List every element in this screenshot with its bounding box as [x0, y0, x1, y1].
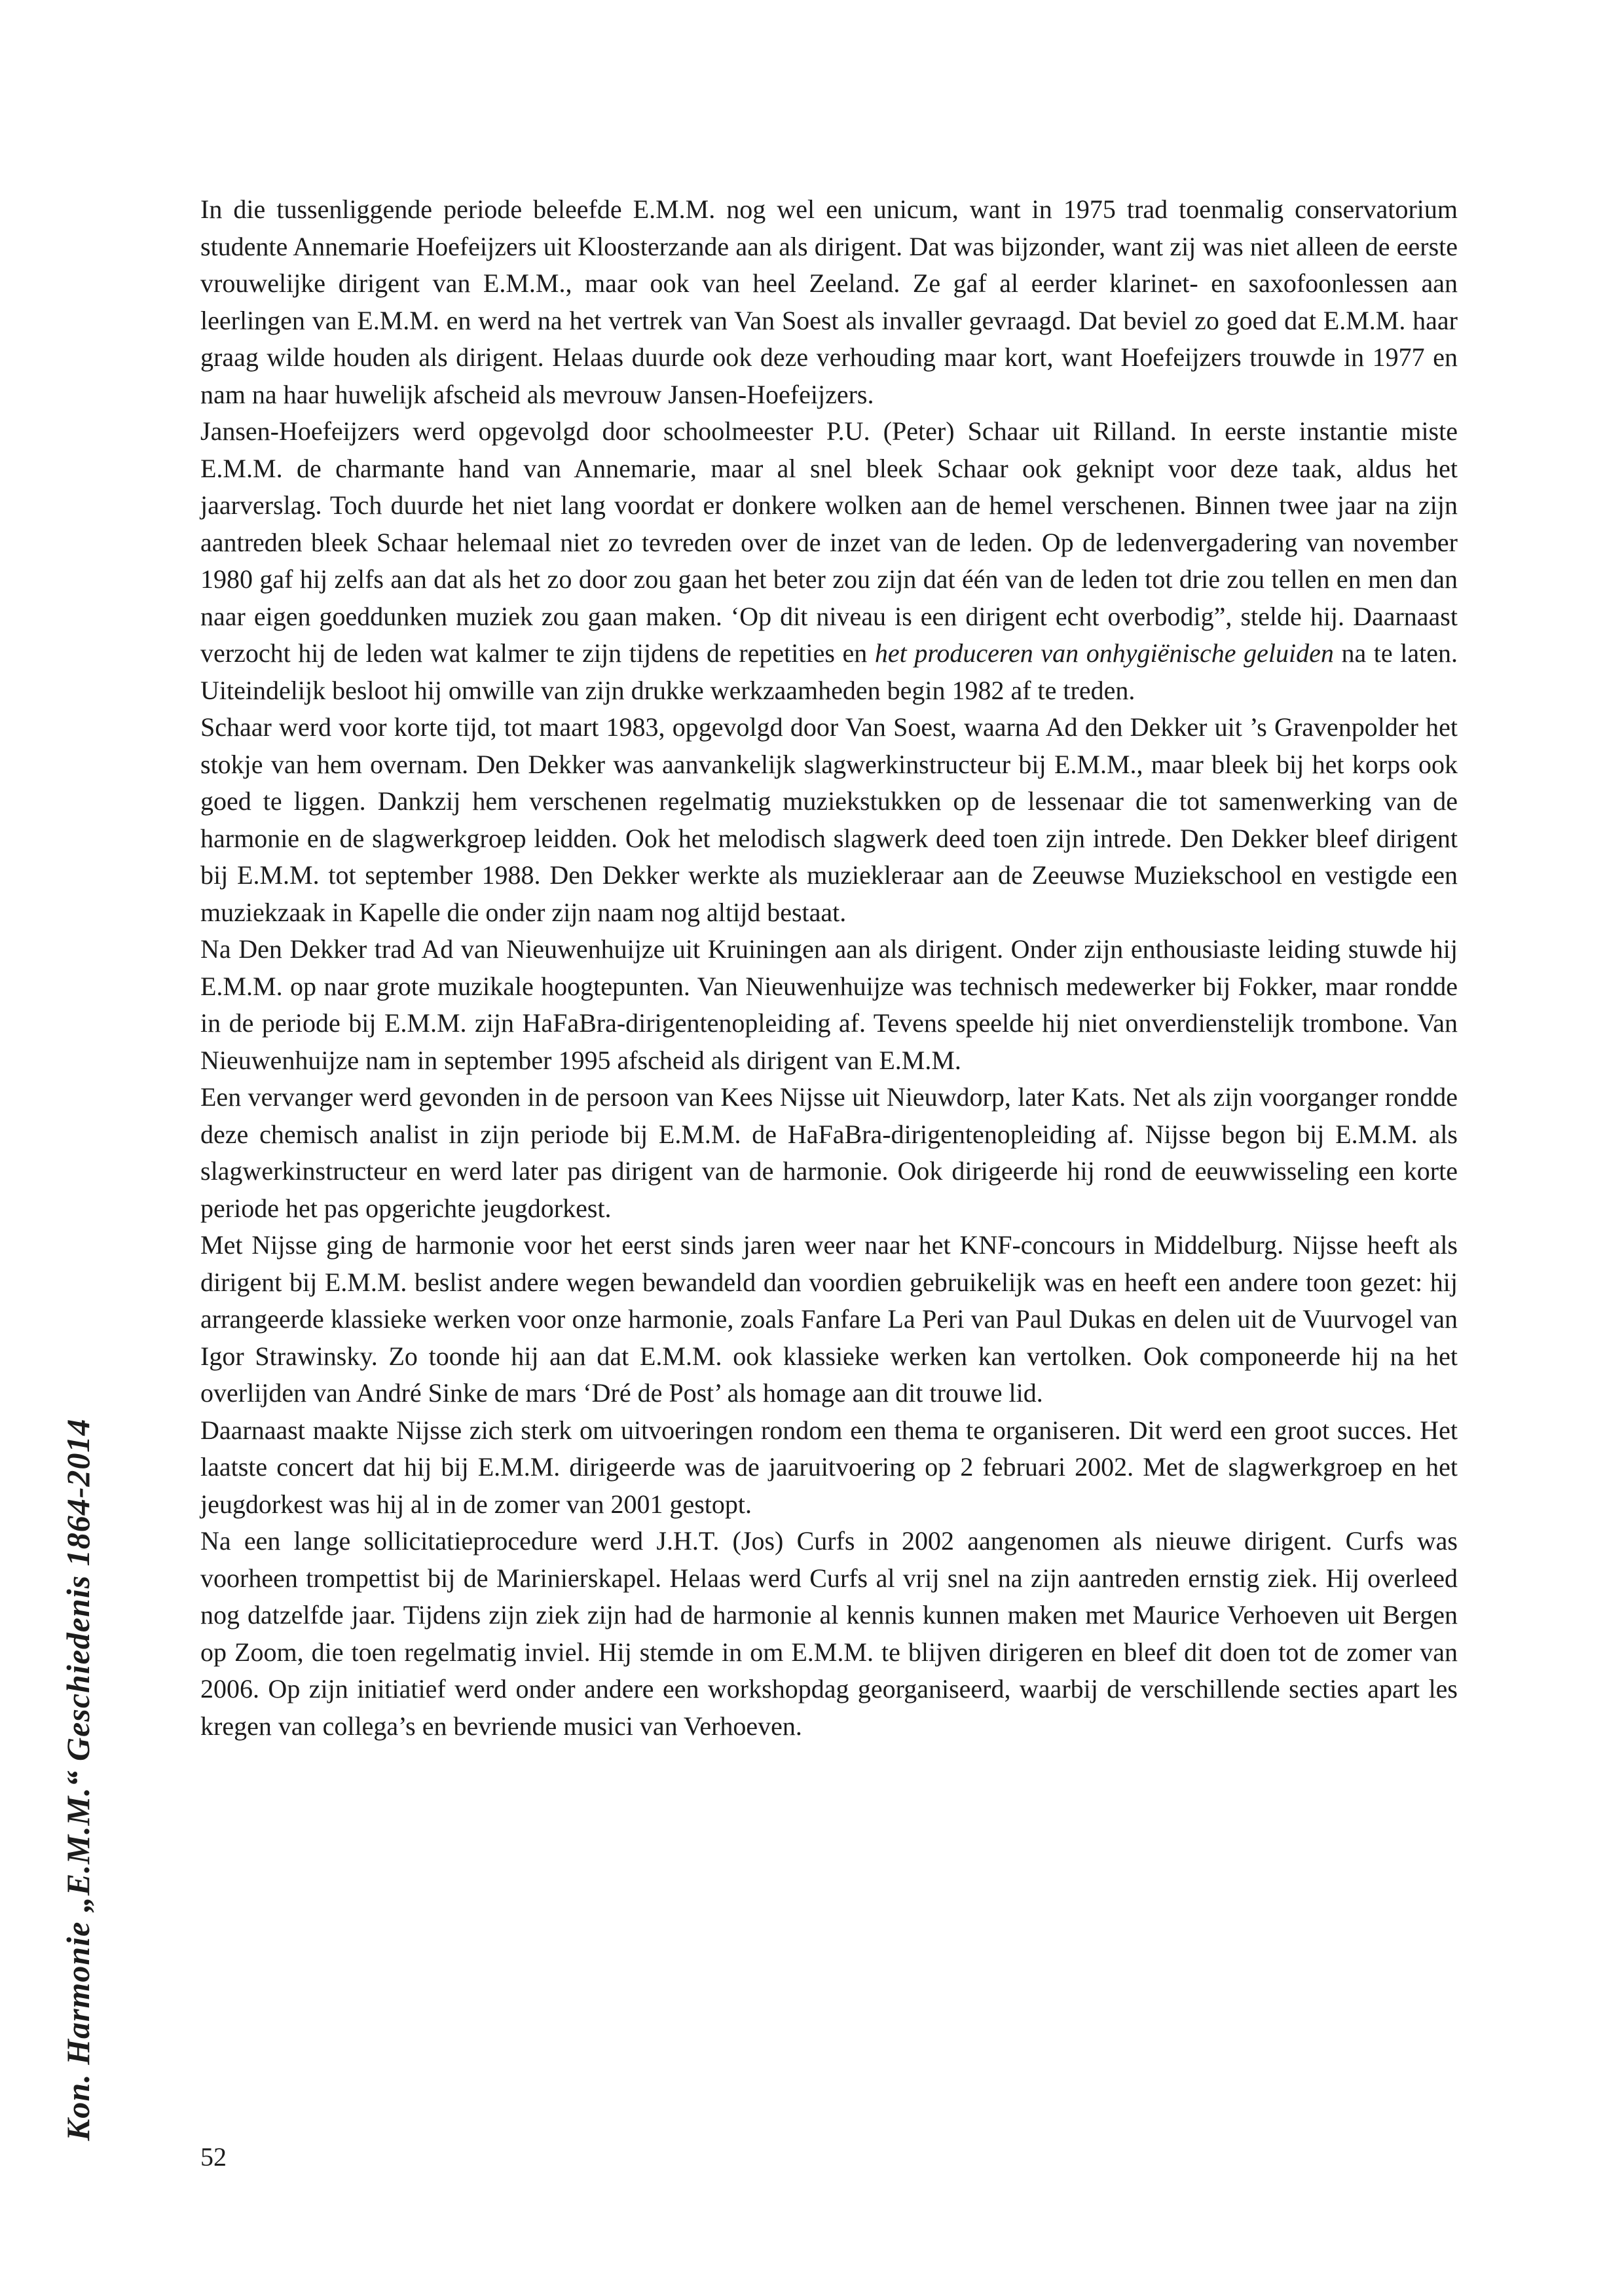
page-number: 52 [200, 2142, 227, 2172]
paragraph-2-part-2: na te laten. Uiteindelijk besloot hij omwille van zijn drukke werkzaamheden begin 1982 af te treden. [200, 638, 1458, 705]
paragraph-4: Na Den Dekker trad Ad van Nieuwenhuijze uit Kruiningen aan als dirigent. Onder zijn enthousiaste leiding stuwde hij E.M.M. op naar grote muzikale hoogtepunten. Van Nieuwenhuijze was technisch medewerker bij Fokker, maar rondde in de periode bij E.M.M. zijn HaFaBra-dirigentenopleiding af. Tevens speelde hij niet onverdienstelijk trombone. Van Nieuwenhuijze nam in september 1995 afscheid als dirigent van E.M.M. [200, 934, 1458, 1075]
paragraph-3: Schaar werd voor korte tijd, tot maart 1983, opgevolgd door Van Soest, waarna Ad den Dekker uit ’s Gravenpolder het stokje van hem overnam. Den Dekker was aanvankelijk slagwerkinstructeur bij E.M.M., maar bleek bij het korps ook goed te liggen. Dankzij hem verschenen regelmatig muziekstukken op de lessenaar die tot samenwerking van de harmonie en de slagwerkgroep leidden. Ook het melodisch slagwerk deed toen zijn intrede. Den Dekker bleef dirigent bij E.M.M. tot september 1988. Den Dekker werkte als muziekleraar aan de Zeeuwse Muziekschool en vestigde een muziekzaak in Kapelle die onder zijn naam nog altijd bestaat. [200, 712, 1458, 927]
paragraph-5: Een vervanger werd gevonden in de persoon van Kees Nijsse uit Nieuwdorp, later Kats. Net als zijn voorganger rondde deze chemisch analist in zijn periode bij E.M.M. de HaFaBra-dirigentenopleiding af. Nijsse begon bij E.M.M. als slagwerkinstructeur en werd later pas dirigent van de harmonie. Ook dirigeerde hij rond de eeuwwisseling een korte periode het pas opgerichte jeugdorkest. [200, 1082, 1458, 1223]
paragraph-2 [200, 413, 1458, 709]
paragraph-2-italic-phrase: het produceren van onhygiënische geluiden [874, 638, 1334, 668]
body-text [200, 191, 1458, 1745]
paragraph-8: Na een lange sollicitatieprocedure werd J.H.T. (Jos) Curfs in 2002 aangenomen als nieuwe dirigent. Curfs was voorheen trompettist bij de Marinierskapel. Helaas werd Curfs al vrij snel na zijn aantreden ernstig ziek. Hij overleed nog datzelfde jaar. Tijdens zijn ziek zijn had de harmonie al kennis kunnen maken met Maurice Verhoeven uit Bergen op Zoom, die toen regelmatig inviel. Hij stemde in om E.M.M. te blijven dirigeren en bleef dit doen tot de zomer van 2006. Op zijn initiatief werd onder andere een workshopdag georganiseerd, waarbij de verschillende secties apart les kregen van collega’s en bevriende musici van Verhoeven. [200, 1526, 1458, 1741]
side-title: Kon. Harmonie „E.M.M.“ Geschiedenis 1864-2014 [60, 1418, 96, 2141]
paragraph-1: In die tussenliggende periode beleefde E.M.M. nog wel een unicum, want in 1975 trad toenmalig conservatorium studente Annemarie Hoefeijzers uit Kloosterzande aan als dirigent. Dat was bijzonder, want zij was niet alleen de eerste vrouwelijke dirigent van E.M.M., maar ook van heel Zeeland. Ze gaf al eerder klarinet- en saxofoonlessen aan leerlingen van E.M.M. en werd na het vertrek van Van Soest als invaller gevraagd. Dat beviel zo goed dat E.M.M. haar graag wilde houden als dirigent. Helaas duurde ook deze verhouding maar kort, want Hoefeijzers trouwde in 1977 en nam na haar huwelijk afscheid als mevrouw Jansen-Hoefeijzers. [200, 194, 1458, 409]
paragraph-6: Met Nijsse ging de harmonie voor het eerst sinds jaren weer naar het KNF-concours in Middelburg. Nijsse heeft als dirigent bij E.M.M. beslist andere wegen bewandeld dan voordien gebruikelijk was en heeft een andere toon gezet: hij arrangeerde klassieke werken voor onze harmonie, zoals Fanfare La Peri van Paul Dukas en delen uit de Vuurvogel van Igor Strawinsky. Zo toonde hij aan dat E.M.M. ook klassieke werken kan vertolken. Ook componeerde hij na het overlijden van André Sinke de mars ‘Dré de Post’ als homage aan dit trouwe lid. [200, 1230, 1458, 1408]
paragraph-7: Daarnaast maakte Nijsse zich sterk om uitvoeringen rondom een thema te organiseren. Dit werd een groot succes. Het laatste concert dat hij bij E.M.M. dirigeerde was de jaaruitvoering op 2 februari 2002. Met de slagwerkgroep en het jeugdorkest was hij al in de zomer van 2001 gestopt. [200, 1415, 1458, 1519]
paragraph-2-part-1: Jansen-Hoefeijzers werd opgevolgd door schoolmeester P.U. (Peter) Schaar uit Rilland. In eerste instantie miste E.M.M. de charmante hand van Annemarie, maar al snel bleek Schaar ook geknipt voor deze taak, aldus het jaarverslag. Toch duurde het niet lang voordat er donkere wolken aan de hemel verschenen. Binnen twee jaar na zijn aantreden bleek Schaar helemaal niet zo tevreden over de inzet van de leden. Op de ledenvergadering van november 1980 gaf hij zelfs aan dat als het zo door zou gaan het beter zou zijn dat één van de leden tot drie zou tellen en men dan naar eigen goeddunken muziek zou gaan maken. ‘Op dit niveau is een dirigent echt overbodig”, stelde hij. Daarnaast verzocht hij de leden wat kalmer te zijn tijdens de repetities en [200, 416, 1458, 668]
